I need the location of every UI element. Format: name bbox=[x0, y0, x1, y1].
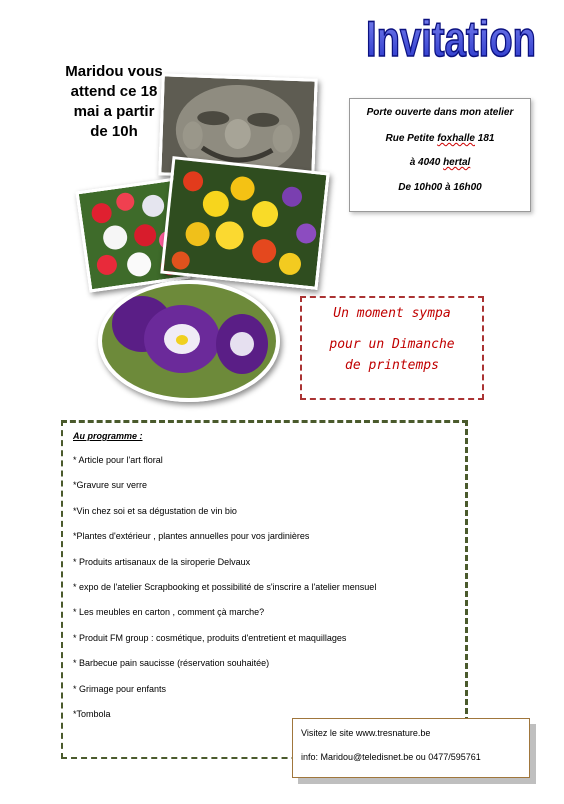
moment-line-2: pour un Dimanche bbox=[329, 337, 455, 352]
invitation-title bbox=[362, 4, 562, 66]
info-line-workshop: Porte ouverte dans mon atelier bbox=[366, 107, 514, 118]
contact-info-text: info: Maridou@teledisnet.be ou 0477/595761 bbox=[301, 752, 481, 762]
moment-line-1: Un moment sympa bbox=[333, 306, 451, 321]
program-item: *Vin chez soi et sa dégustation de vin bio bbox=[73, 505, 237, 516]
program-list bbox=[73, 455, 376, 734]
yellow-flowers-photo bbox=[160, 156, 329, 290]
info-line-street: Rue Petite foxhalle 181 bbox=[385, 133, 495, 144]
intro-line-1: Maridou vous bbox=[65, 63, 163, 80]
intro-text bbox=[62, 62, 166, 142]
program-item: * Produits artisanaux de la siroperie Delvaux bbox=[73, 556, 251, 567]
info-line-city: à 4040 hertal bbox=[409, 157, 471, 168]
program-item: *Tombola bbox=[73, 708, 111, 719]
program-heading: Au programme : bbox=[73, 431, 143, 441]
program-item: *Gravure sur verre bbox=[73, 480, 148, 491]
program-item: * Les meubles en carton , comment çà marche? bbox=[73, 607, 265, 618]
contact-box bbox=[292, 718, 530, 778]
moment-line-3: de printemps bbox=[345, 358, 439, 373]
program-item: * expo de l'atelier Scrapbooking et possibilité de s'inscrire a l'atelier mensuel bbox=[73, 581, 377, 592]
pansy-photo bbox=[98, 280, 280, 402]
title-text: Invitation bbox=[366, 11, 536, 66]
program-item: * Produit FM group : cosmétique, produits d'entretient et maquillages bbox=[73, 632, 347, 643]
open-house-info-box bbox=[349, 98, 531, 212]
intro-line-3: mai a partir bbox=[73, 103, 155, 120]
program-item: *Plantes d'extérieur , plantes annuelles pour vos jardinières bbox=[73, 531, 310, 542]
website-text: Visitez le site www.tresnature.be bbox=[301, 728, 431, 738]
intro-line-4: de 10h bbox=[90, 123, 138, 140]
program-box bbox=[61, 420, 468, 759]
intro-line-2: attend ce 18 bbox=[70, 83, 158, 100]
program-item: * Barbecue pain saucisse (réservation souhaitée) bbox=[73, 658, 270, 669]
spring-sunday-box bbox=[300, 296, 484, 400]
info-line-hours: De 10h00 à 16h00 bbox=[398, 182, 482, 193]
program-item: * Grimage pour enfants bbox=[73, 683, 167, 694]
program-item: * Article pour l'art floral bbox=[73, 455, 163, 465]
